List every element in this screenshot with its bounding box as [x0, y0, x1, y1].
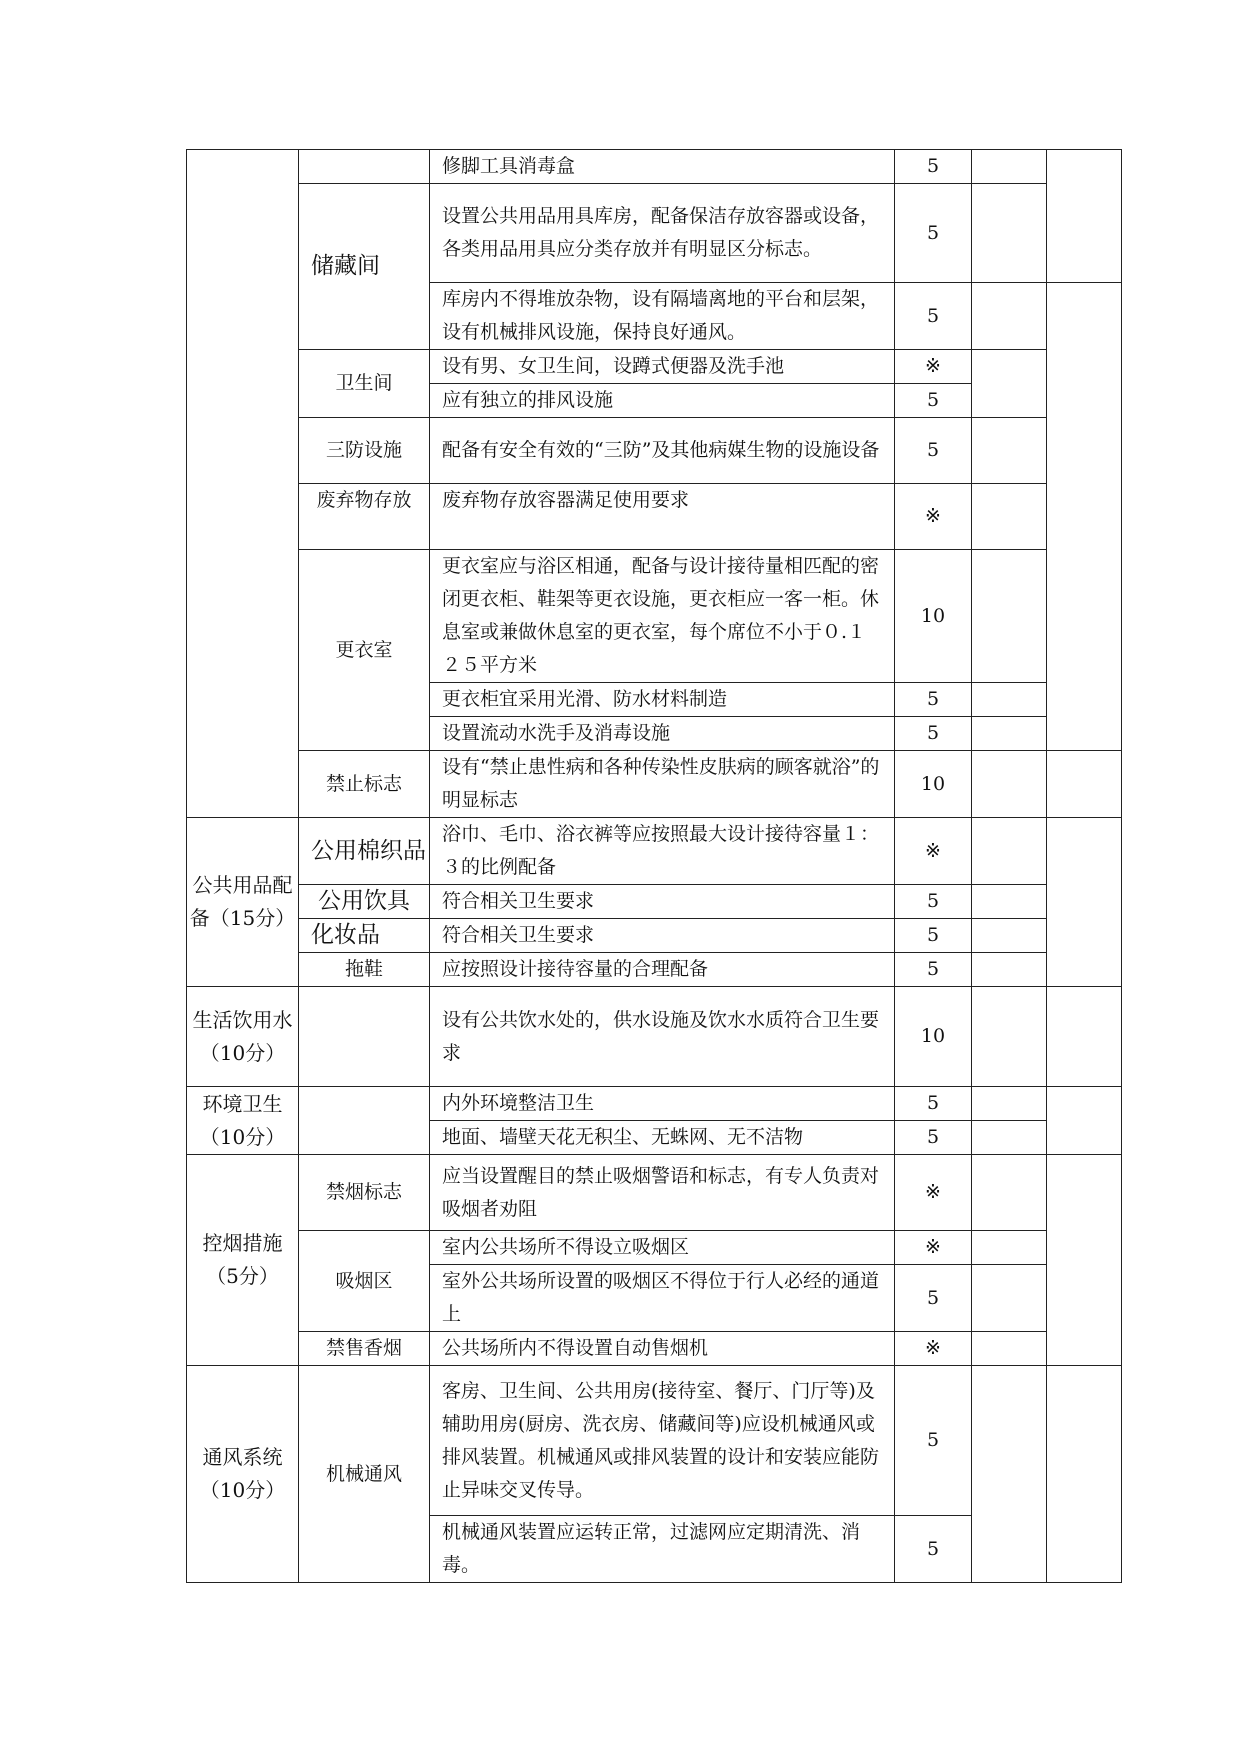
blank-cell: [972, 751, 1047, 818]
blank-cell: [1047, 751, 1122, 818]
score-cell: ※: [895, 818, 972, 885]
item-cell: [299, 987, 430, 1087]
score-cell: 10: [895, 751, 972, 818]
requirement-cell: 修脚工具消毒盒: [430, 150, 895, 184]
score-cell: 5: [895, 384, 972, 418]
score-cell: 10: [895, 550, 972, 683]
score-cell: 5: [895, 1121, 972, 1155]
blank-cell: [972, 885, 1047, 919]
score-cell: 5: [895, 919, 972, 953]
blank-cell: [1047, 283, 1122, 751]
requirement-cell: 设有男、女卫生间，设蹲式便器及洗手池: [430, 350, 895, 384]
score-cell: 5: [895, 953, 972, 987]
score-cell: 5: [895, 184, 972, 283]
blank-cell: [972, 987, 1047, 1087]
requirement-cell: 符合相关卫生要求: [430, 919, 895, 953]
blank-cell: [972, 1265, 1047, 1332]
table-row: [187, 818, 1122, 885]
requirement-cell: 机械通风装置应运转正常，过滤网应定期清洗、消毒。: [430, 1516, 895, 1583]
blank-cell: [972, 1332, 1047, 1366]
category-cell: 生活饮用水（10分）: [187, 987, 299, 1087]
requirement-cell: 设置公共用品用具库房，配备保洁存放容器或设备，各类用品用具应分类存放并有明显区分标志。: [430, 184, 895, 283]
table-row: [187, 953, 1122, 987]
score-cell: ※: [895, 350, 972, 384]
score-cell: 5: [895, 683, 972, 717]
blank-cell: [972, 550, 1047, 683]
table-row: [187, 987, 1122, 1087]
score-cell: 5: [895, 717, 972, 751]
score-cell: ※: [895, 484, 972, 550]
blank-cell: [972, 1231, 1047, 1265]
blank-cell: [972, 350, 1047, 418]
inspection-table: [186, 149, 1122, 1583]
blank-cell: [972, 1366, 1047, 1583]
score-cell: 5: [895, 150, 972, 184]
item-cell: 禁售香烟: [299, 1332, 430, 1366]
table-row: [187, 1332, 1122, 1366]
blank-cell: [972, 484, 1047, 550]
score-cell: 5: [895, 885, 972, 919]
score-cell: ※: [895, 1155, 972, 1231]
item-cell: 拖鞋: [299, 953, 430, 987]
blank-cell: [972, 818, 1047, 885]
item-cell: 储藏间: [299, 184, 430, 350]
blank-cell: [1047, 818, 1122, 987]
score-cell: 5: [895, 283, 972, 350]
requirement-cell: 库房内不得堆放杂物，设有隔墙离地的平台和层架，设有机械排风设施，保持良好通风。: [430, 283, 895, 350]
requirement-cell: 室外公共场所设置的吸烟区不得位于行人必经的通道上: [430, 1265, 895, 1332]
score-cell: ※: [895, 1231, 972, 1265]
inspection-table-wrapper: [186, 149, 1122, 1583]
table-row: [187, 484, 1122, 550]
blank-cell: [972, 1121, 1047, 1155]
blank-cell: [1047, 1087, 1122, 1155]
requirement-cell: 设置流动水洗手及消毒设施: [430, 717, 895, 751]
item-cell: 禁烟标志: [299, 1155, 430, 1231]
requirement-cell: 废弃物存放容器满足使用要求: [430, 484, 895, 550]
blank-cell: [1047, 1366, 1122, 1583]
table-row: [187, 1087, 1122, 1121]
item-cell: 吸烟区: [299, 1231, 430, 1332]
table-row: [187, 184, 1122, 283]
item-cell: 机械通风: [299, 1366, 430, 1583]
score-cell: 5: [895, 1087, 972, 1121]
score-cell: 5: [895, 1516, 972, 1583]
score-cell: ※: [895, 1332, 972, 1366]
table-row: [187, 350, 1122, 384]
requirement-cell: 符合相关卫生要求: [430, 885, 895, 919]
item-cell: 更衣室: [299, 550, 430, 751]
item-cell: 卫生间: [299, 350, 430, 418]
blank-cell: [972, 283, 1047, 350]
item-cell: 化妆品: [299, 919, 430, 953]
score-cell: 5: [895, 418, 972, 484]
requirement-cell: 内外环境整洁卫生: [430, 1087, 895, 1121]
requirement-cell: 室内公共场所不得设立吸烟区: [430, 1231, 895, 1265]
category-cell: 环境卫生（10分）: [187, 1087, 299, 1155]
table-row: [187, 751, 1122, 818]
blank-cell: [972, 184, 1047, 283]
item-cell: [299, 1087, 430, 1155]
blank-cell: [1047, 1155, 1122, 1366]
item-cell: [299, 150, 430, 184]
table-row: [187, 150, 1122, 184]
table-row: [187, 1366, 1122, 1516]
requirement-cell: 更衣柜宜采用光滑、防水材料制造: [430, 683, 895, 717]
table-row: [187, 885, 1122, 919]
requirement-cell: 设有“禁止患性病和各种传染性皮肤病的顾客就浴”的明显标志: [430, 751, 895, 818]
requirement-cell: 更衣室应与浴区相通，配备与设计接待量相匹配的密闭更衣柜、鞋架等更衣设施，更衣柜应一客一柜。休息室或兼做休息室的更衣室，每个席位不小于０.１２５平方米: [430, 550, 895, 683]
item-cell: 禁止标志: [299, 751, 430, 818]
category-cell: [187, 150, 299, 818]
table-row: [187, 919, 1122, 953]
score-cell: 5: [895, 1265, 972, 1332]
category-cell: 通风系统（10分）: [187, 1366, 299, 1583]
requirement-cell: 设有公共饮水处的，供水设施及饮水水质符合卫生要求: [430, 987, 895, 1087]
blank-cell: [1047, 987, 1122, 1087]
requirement-cell: 应有独立的排风设施: [430, 384, 895, 418]
blank-cell: [972, 717, 1047, 751]
blank-cell: [972, 953, 1047, 987]
blank-cell: [972, 1155, 1047, 1231]
table-row: [187, 1231, 1122, 1265]
item-cell: 三防设施: [299, 418, 430, 484]
score-cell: 5: [895, 1366, 972, 1516]
blank-cell: [972, 919, 1047, 953]
blank-cell: [972, 418, 1047, 484]
table-row: [187, 1155, 1122, 1231]
category-cell: 控烟措施（5分）: [187, 1155, 299, 1366]
blank-cell: [972, 683, 1047, 717]
requirement-cell: 浴巾、毛巾、浴衣裤等应按照最大设计接待容量１：３的比例配备: [430, 818, 895, 885]
requirement-cell: 客房、卫生间、公共用房(接待室、餐厅、门厅等)及辅助用房(厨房、洗衣房、储藏间等)应设机械通风或排风装置。机械通风或排风装置的设计和安装应能防止异味交叉传导。: [430, 1366, 895, 1516]
blank-cell: [972, 150, 1047, 184]
item-cell: 公用棉织品: [299, 818, 430, 885]
item-cell: 公用饮具: [299, 885, 430, 919]
blank-cell: [972, 1087, 1047, 1121]
blank-cell: [1047, 150, 1122, 283]
requirement-cell: 地面、墙壁天花无积尘、无蛛网、无不洁物: [430, 1121, 895, 1155]
table-row: [187, 550, 1122, 683]
requirement-cell: 应按照设计接待容量的合理配备: [430, 953, 895, 987]
requirement-cell: 配备有安全有效的“三防”及其他病媒生物的设施设备: [430, 418, 895, 484]
requirement-cell: 公共场所内不得设置自动售烟机: [430, 1332, 895, 1366]
category-cell: 公共用品配备（15分）: [187, 818, 299, 987]
requirement-cell: 应当设置醒目的禁止吸烟警语和标志，有专人负责对吸烟者劝阻: [430, 1155, 895, 1231]
item-cell: 废弃物存放: [299, 484, 430, 550]
table-row: [187, 418, 1122, 484]
score-cell: 10: [895, 987, 972, 1087]
